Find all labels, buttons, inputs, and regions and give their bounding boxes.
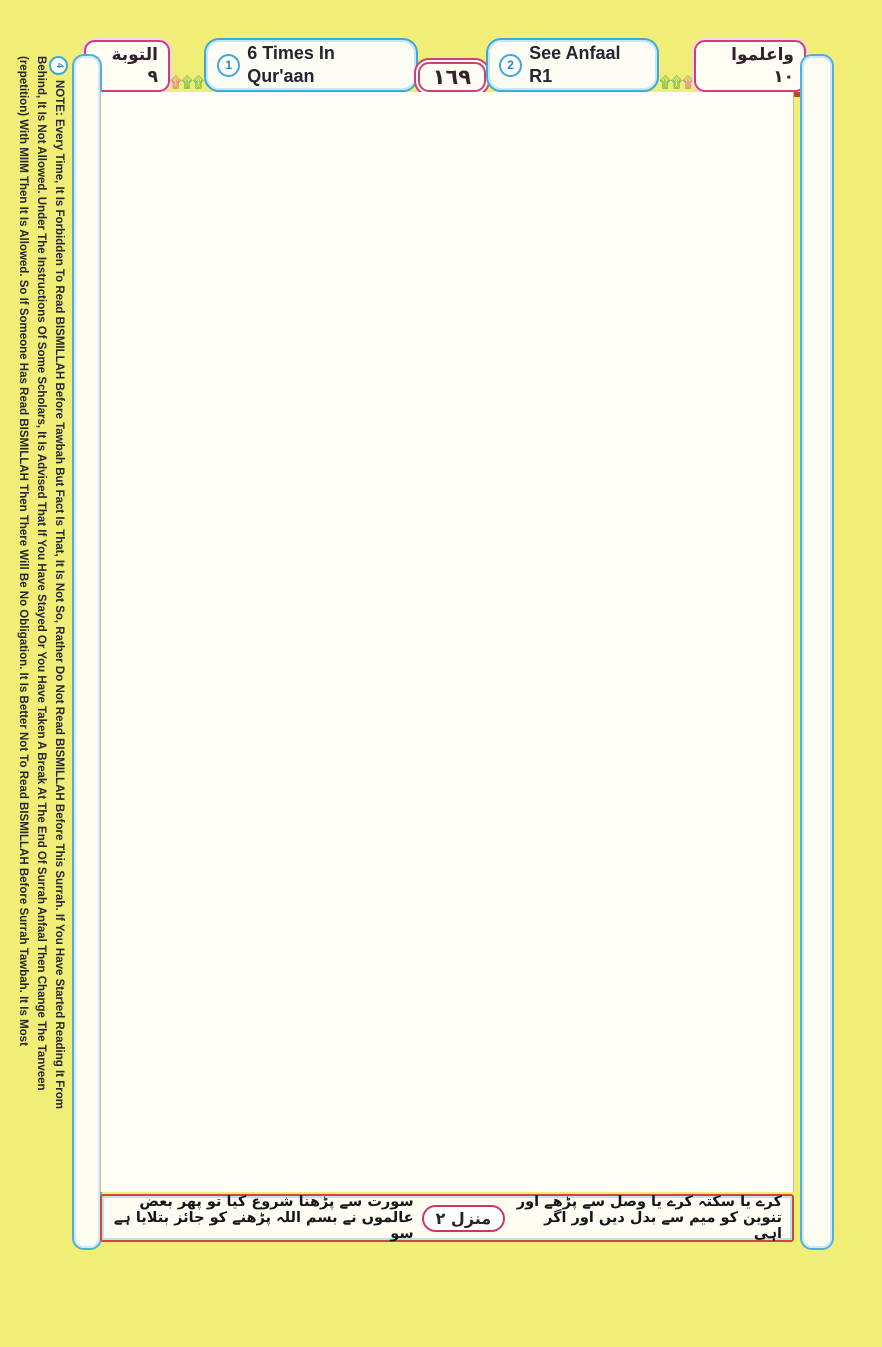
next-surah-medallion: واعلموا ۱۰ <box>694 40 806 92</box>
footnote-badge-2-label: See Anfaal R1 <box>529 43 621 86</box>
surah-name-medallion: التوبة ۹ <box>84 40 170 92</box>
circled-number-icon: 4 <box>49 56 68 75</box>
left-strip-items <box>74 56 100 1248</box>
right-strip-items <box>802 56 832 1248</box>
page-number: ١٦٩ <box>418 62 486 92</box>
bottom-note-right-text: کرے یا سکتہ کرے یا وصل سے پڑھے اور تنوین کو میم سے بدل دیں اور اگر اہی <box>516 1194 782 1242</box>
circled-number-icon: 2 <box>499 54 522 77</box>
dome-ornament-icon: ۩۩۩ <box>659 74 694 91</box>
margin-note-column-1 <box>50 56 67 1250</box>
margin-note-text: (repetition) With MIIM Then It Is Allowed. So If Someone Has Read BISMILLAH Then There Will Be No Obligation. It Is Better Not To Read BISMILLAH Before Surrah Tawbah. It Is Most <box>17 56 29 1046</box>
footnote-badge-1-label: 6 Times In Qur'aan <box>247 43 335 86</box>
left-margin-strip <box>72 54 102 1250</box>
bottom-note-left-text: سورت سے پڑھنا شروع کیا تو پھر بعض عالموں نے بسم اللہ پڑھنے کو جائز بتلایا ہے سو <box>113 1194 414 1242</box>
header-row <box>84 38 806 92</box>
footnote-badge-2 <box>486 38 659 92</box>
border-motif-bottom <box>94 1248 842 1262</box>
margin-note-column-3 <box>14 56 31 1250</box>
quran-lines <box>100 92 794 1192</box>
page-header <box>84 42 806 92</box>
circled-number-icon: 1 <box>217 54 240 77</box>
margin-note-text: Behind, It Is Not Allowed. Under The Instructions Of Some Scholars, It Is Advised That If You Have Stayed Or You Have Taken A Break At The End Of Surrah Anfaal Then Change The Tanveen <box>35 56 47 1091</box>
bottom-urdu-note <box>100 1194 794 1242</box>
manzil-medallion: منزل ۲ <box>422 1205 506 1232</box>
border-motif-right <box>844 50 860 1255</box>
right-margin-strip <box>800 54 834 1250</box>
footnote-badge-1 <box>204 38 417 92</box>
dome-ornament-icon: ۩۩۩ <box>169 74 205 91</box>
margin-note-text: NOTE: Every Time, It Is Forbidden To Read BISMILLAH Before Tawbah But Fact Is That, It Is Not So, Rather Do Not Read BISMILLAH Before This Surrah. If You Have Started Reading It From <box>53 80 65 1109</box>
margin-note-column-2 <box>32 56 49 1250</box>
